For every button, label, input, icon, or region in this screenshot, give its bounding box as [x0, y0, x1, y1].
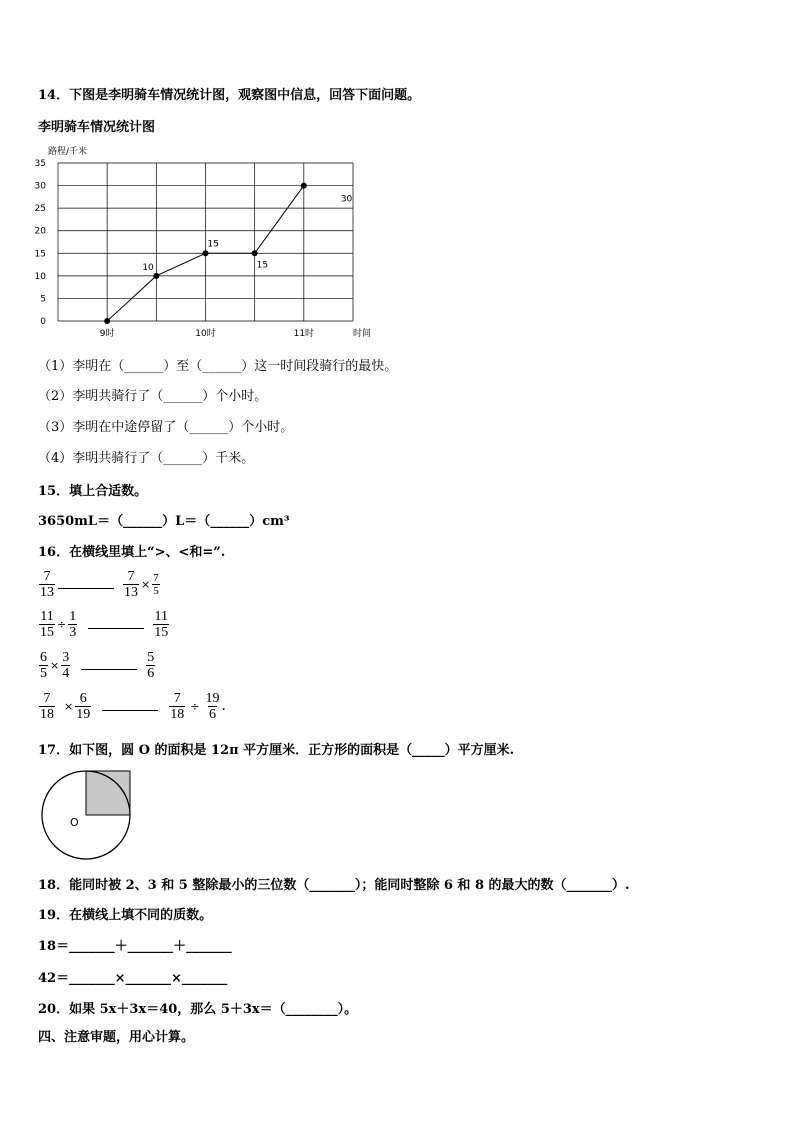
- answer-blank[interactable]: [102, 710, 158, 711]
- y-axis-label: 路程/千米: [48, 147, 88, 157]
- fraction: $\frac{11}{15}$: [40, 608, 54, 640]
- operator: ×: [50, 658, 60, 672]
- answer-blank[interactable]: [88, 628, 144, 629]
- answer-blank[interactable]: [81, 669, 137, 670]
- data-point: [153, 273, 159, 279]
- data-point: [252, 250, 258, 256]
- q20-prompt: 20．如果 5x＋3x＝40，那么 5＋3x＝（________）。: [38, 1002, 358, 1017]
- q18-prompt: 18．能同时被 2、3 和 5 整除最小的三位数（_______）；能同时整除 6 和 8 的最大的数（_______）.: [38, 878, 630, 893]
- fraction: $\frac{7}{13}$: [124, 568, 138, 600]
- fraction: $\frac{11}{15}$: [154, 608, 169, 640]
- operator: ÷: [190, 699, 200, 713]
- x-tick-label: 11时: [293, 329, 315, 339]
- fraction: $\frac{7}{5}$: [153, 571, 159, 597]
- q16-row2: [38, 606, 170, 642]
- operator: ×: [141, 577, 151, 591]
- q16-prompt: 16．在横线里填上“>、<和=”.: [38, 545, 226, 560]
- answer-blank[interactable]: [58, 588, 114, 589]
- q14-sub1: （1）李明在（______）至（______）这一时间段骑行的最快。: [38, 359, 398, 374]
- chart-grid: [58, 163, 353, 321]
- q15-line: 3650mL＝（______）L＝（______）cm³: [38, 514, 290, 529]
- data-label: 15: [207, 239, 219, 250]
- y-tick-label: 10: [34, 271, 46, 282]
- q16-row4: [38, 688, 226, 724]
- data-point: [301, 183, 307, 189]
- y-tick-label: 5: [40, 294, 46, 305]
- operator: ÷: [57, 617, 67, 631]
- q14-sub3: （3）李明在中途停留了（______）个小时。: [38, 420, 294, 435]
- y-tick-label: 15: [34, 249, 46, 260]
- fraction: $\frac{19}{6}$: [205, 690, 220, 722]
- fraction: $\frac{7}{18}$: [40, 690, 54, 722]
- fraction: $\frac{6}{5}$: [40, 649, 47, 681]
- fraction: $\frac{6}{19}$: [76, 690, 91, 722]
- fraction: $\frac{1}{3}$: [69, 608, 77, 640]
- y-tick-label: 0: [40, 317, 46, 327]
- fraction: $\frac{7}{13}$: [40, 568, 54, 600]
- data-point: [203, 250, 209, 256]
- q14-sub2: （2）李明共骑行了（______）个小时。: [38, 389, 268, 404]
- q14-sub4: （4）李明共骑行了（______）千米。: [38, 451, 255, 466]
- q17-prompt: 17．如下图，圆 O 的面积是 12π 平方厘米．正方形的面积是（_____）平方厘米.: [38, 743, 515, 758]
- q19-line2: 42＝_______×_______×_______: [38, 971, 228, 986]
- data-label: 30: [340, 194, 353, 205]
- fraction: $\frac{5}{6}$: [147, 649, 155, 681]
- q14-prompt: 14．下图是李明骑车情况统计图，观察图中信息，回答下面问题。: [38, 88, 421, 103]
- fraction: $\frac{3}{4}$: [62, 649, 70, 681]
- chart-title: 李明骑车情况统计图: [38, 120, 156, 135]
- y-tick-label: 30: [34, 181, 46, 192]
- circle-square-figure: [36, 765, 136, 865]
- operator: ×: [64, 699, 74, 713]
- y-tick-labels: [35, 159, 47, 327]
- q16-row1: [38, 566, 161, 602]
- fraction: $\frac{7}{18}$: [170, 690, 185, 722]
- y-tick-label: 35: [34, 159, 46, 169]
- x-tick-label: 9时: [99, 329, 115, 339]
- q19-prompt: 19．在横线上填不同的质数。: [38, 908, 213, 923]
- y-tick-label: 20: [34, 226, 46, 237]
- q15-prompt: 15．填上合适数。: [38, 484, 148, 499]
- data-label: 10: [142, 262, 154, 273]
- data-labels: [142, 195, 352, 273]
- data-point: [104, 318, 110, 324]
- q16-row3: [38, 647, 156, 683]
- x-tick-label: 10时: [195, 329, 216, 339]
- data-label: 15: [256, 260, 269, 271]
- x-axis-label: 时间: [353, 329, 372, 339]
- section4-title: 四、注意审题，用心计算。: [38, 1030, 195, 1045]
- x-tick-labels: [100, 327, 314, 339]
- period: .: [221, 698, 226, 714]
- y-tick-label: 25: [34, 204, 46, 215]
- distance-time-chart: [30, 140, 390, 345]
- center-label: O: [70, 816, 79, 829]
- q19-line1: 18＝_______＋_______＋_______: [38, 939, 232, 954]
